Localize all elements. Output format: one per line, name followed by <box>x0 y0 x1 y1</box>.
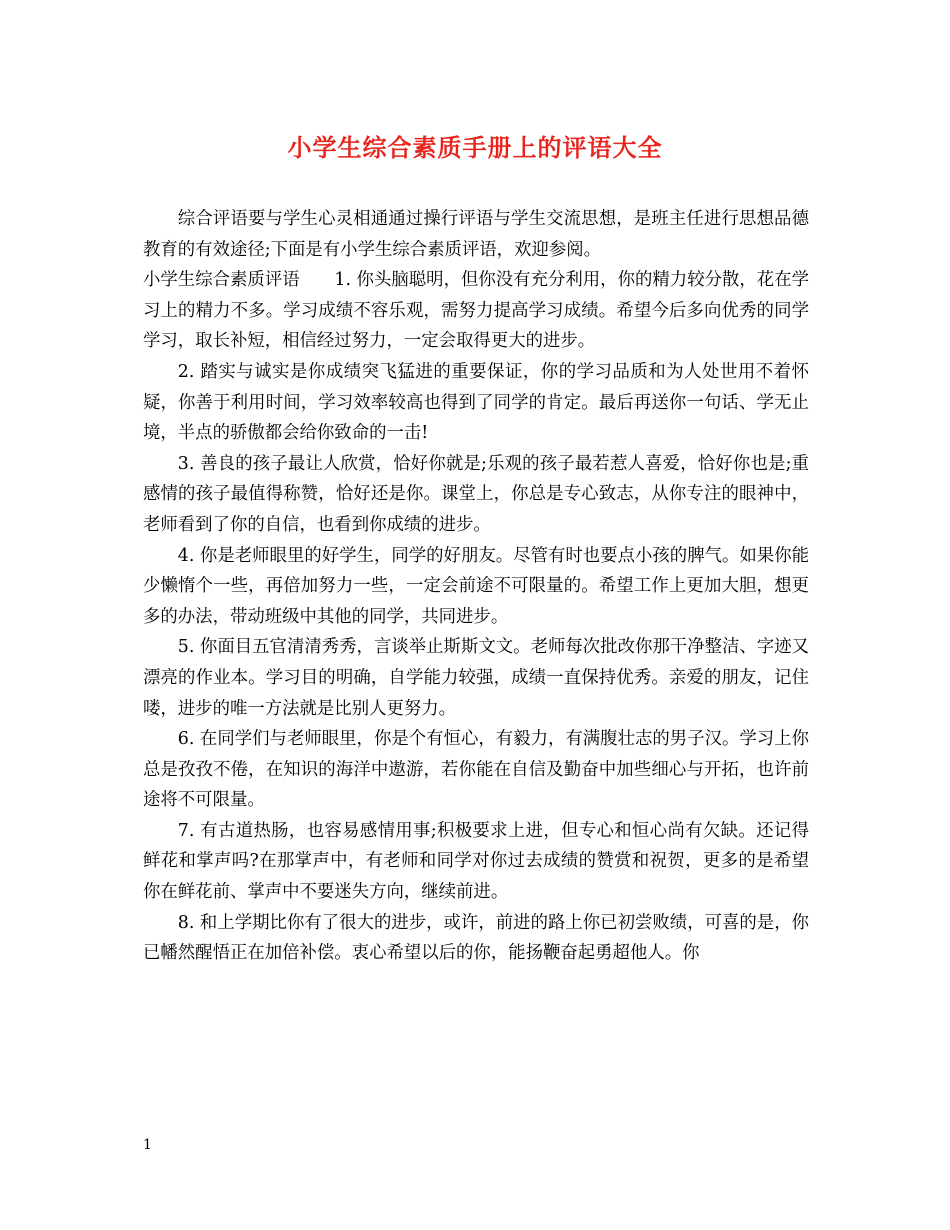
comment-paragraph-1: 小学生综合素质评语 1. 你头脑聪明，但你没有充分利用，你的精力较分散，花在学习上的精力不多。学习成绩不容乐观，需努力提高学习成绩。希望今后多向优秀的同学学习，取长补短，相信经过努力，一定会取得更大的进步。 <box>143 270 809 352</box>
intro-paragraph: 综合评语要与学生心灵相通通过操行评语与学生交流思想，是班主任进行思想品德教育的有效途径;下面是有小学生综合素质评语，欢迎参阅。 <box>143 209 809 260</box>
comment-paragraph-7: 7. 有古道热肠，也容易感情用事;积极要求上进，但专心和恒心尚有欠缺。还记得鲜花和掌声吗?在那掌声中，有老师和同学对你过去成绩的赞赏和祝贺，更多的是希望你在鲜花前、掌声中不要迷失方向，继续前进。 <box>143 820 809 903</box>
comment-paragraph-2: 2. 踏实与诚实是你成绩突飞猛进的重要保证，你的学习品质和为人处世用不着怀疑，你善于利用时间，学习效率较高也得到了同学的肯定。最后再送你一句话、学无止境，半点的骄傲都会给你致命的一击! <box>143 361 809 444</box>
comment-paragraph-6: 6. 在同学们与老师眼里，你是个有恒心，有毅力，有满腹壮志的男子汉。学习上你总是孜孜不倦，在知识的海洋中遨游，若你能在自信及勤奋中加些细心与开拓，也许前途将不可限量。 <box>143 729 809 811</box>
comment-paragraph-4: 4. 你是老师眼里的好学生，同学的好朋友。尽管有时也要点小孩的脾气。如果你能少懒惰个一些，再倍加努力一些，一定会前途不可限量的。希望工作上更加大胆，想更多的办法，带动班级中其他的同学，共同进步。 <box>143 545 809 627</box>
comment-paragraph-8: 8. 和上学期比你有了很大的进步，或许，前进的路上你已初尝败绩，可喜的是，你已幡然醒悟正在加倍补偿。衷心希望以后的你，能扬鞭奋起勇超他人。你 <box>143 912 809 964</box>
document-body <box>143 204 809 969</box>
comment-paragraph-5: 5. 你面目五官清清秀秀，言谈举止斯斯文文。老师每次批改你那干净整洁、字迹又漂亮的作业本。学习目的明确，自学能力较强，成绩一直保持优秀。亲爱的朋友，记住喽，进步的唯一方法就是比别人更努力。 <box>143 637 809 719</box>
page-number: 1 <box>143 1137 152 1153</box>
document-title: 小学生综合素质手册上的评语大全 <box>287 133 663 162</box>
comment-paragraph-3: 3. 善良的孩子最让人欣赏，恰好你就是;乐观的孩子最若惹人喜爱，恰好你也是;重感情的孩子最值得称赞，恰好还是你。课堂上，你总是专心致志，从你专注的眼神中，老师看到了你的自信，也看到你成绩的进步。 <box>143 453 809 535</box>
